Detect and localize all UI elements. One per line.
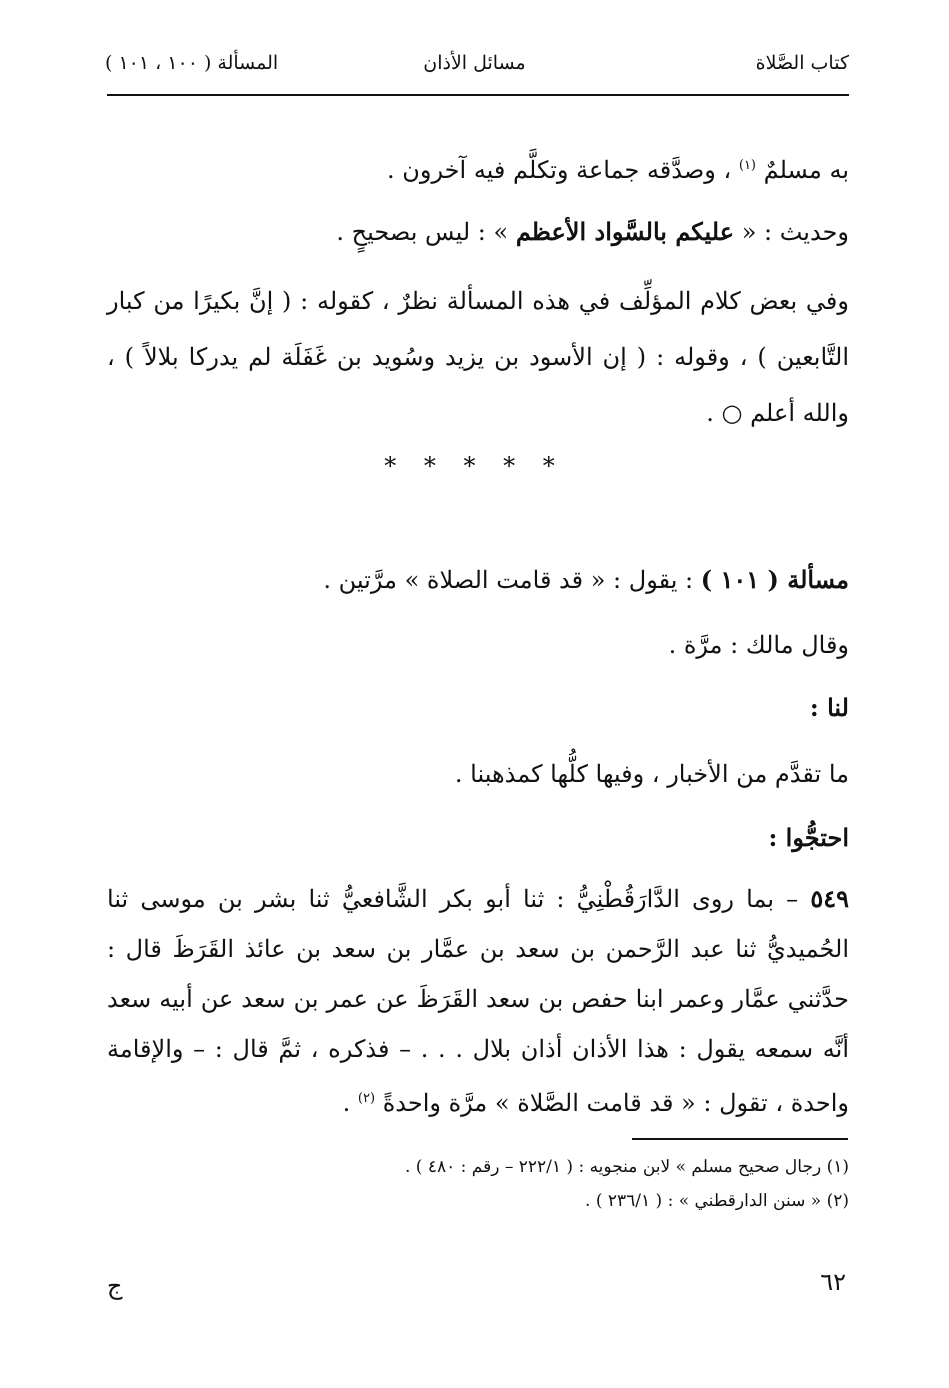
issue-heading [107, 560, 849, 600]
issue-statement: : يقول : « قد قامت الصلاة » مرَّتين . [323, 566, 701, 594]
paragraph-hadith-sawad [107, 212, 849, 252]
hadith-sawad-prefix: وحديث : « [734, 218, 849, 246]
hadith-sawad-title: عليكم بالسَّواد الأعظم [515, 217, 735, 246]
footnote-1: (١) رجال صحيح مسلم » لابن منجويه : ( ٢٢٢/١ – رقم : ٤٨٠ ) . [404, 1157, 849, 1177]
lana-heading: لنا : [809, 693, 849, 722]
header-book-title: كتاب الصَّلاة [755, 52, 849, 74]
header-rule [107, 94, 849, 96]
paragraph-muslim-start: به مسلمٌ [763, 156, 849, 184]
header-issue-range: المسألة ( ١٠٠ ، ١٠١ ) [105, 52, 279, 74]
footnote-ref-2: (٢) [357, 1091, 376, 1106]
hadith-549 [107, 874, 849, 1128]
lana-text: ما تقدَّم من الأخبار ، وفيها كلُّها كمذهبنا . [454, 760, 849, 788]
section-separator: * * * * * [384, 452, 565, 480]
hadith-end: . [342, 1089, 358, 1117]
malik-opinion: وقال مالك : مرَّة . [668, 631, 849, 659]
issue-label: مسألة ( ١٠١ ) [700, 565, 849, 594]
footnote-2: (٢) « سنن الدارقطني » : ( ٢٣٦/١ ) . [585, 1191, 849, 1211]
hadith-number: ٥٤٩ [810, 884, 849, 913]
paragraph-muslim-end: ، وصدَّقه جماعة وتكلَّم فيه آخرون . [386, 156, 732, 184]
header-chapter-title: مسائل الأذان [423, 52, 526, 74]
hadith-text: – بما روى الدَّارَقُطْنِيُّ : ثنا أبو بكر الشَّافعيُّ ثنا بشر بن موسى ثنا الحُميديُّ ثنا عبد الرَّحمن بن سعد بن عمَّار بن سعد بن عائذ القَرَظَ قال : حدَّثني عمَّار وعمر ابنا حفص بن سعد القَرَظَ عن عمر بن سعد عن أبيه سعد أنَّه سمعه يقول : هذا الأذان أذان بلال . . . – فذكره ، ثمَّ قال : – والإقامة واحدة ، تقول : « قد قامت الصَّلاة » مرَّة واحدةً [107, 885, 849, 1117]
footnote-ref-1: (١) [738, 158, 756, 173]
signature-mark: ج [107, 1272, 123, 1300]
footnote-rule [632, 1138, 848, 1140]
paragraph-author-remarks: وفي بعض كلام المؤلِّف في هذه المسألة نظرٌ ، كقوله : ( إنَّ بكيرًا من كبار التَّابعين ) ، وقوله : ( إن الأسود بن يزيد وسُويد بن غَفَلَة لم يدركا بلالاً ) ، والله أعلم ○ . [107, 287, 850, 427]
hadith-sawad-verdict: » : ليس بصحيحٍ . [336, 218, 516, 246]
ihtajju-heading: احتجُّوا : [768, 823, 849, 852]
paragraph-muslim [107, 146, 849, 190]
page-number: ٦٢ [820, 1268, 846, 1296]
